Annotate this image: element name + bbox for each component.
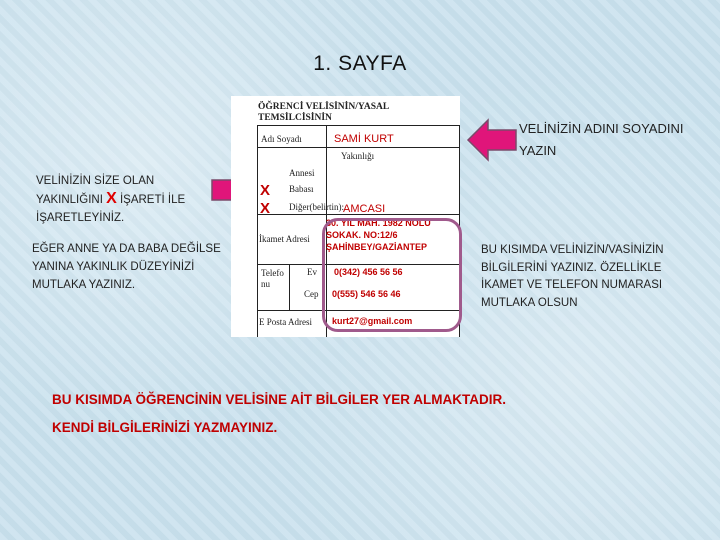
father-x-mark: X (260, 182, 271, 199)
note-guardian-info: BU KISIMDA VELİNİZİN/VASİNİZİN BİLGİLERİNİ YAZINIZ. ÖZELLİKLE İKAMET VE TELEFON NUMARASI MUTLAKA OLSUN (481, 244, 664, 309)
label-mother: Annesi (289, 168, 315, 178)
label-other: Diğer(belirtin): (289, 202, 344, 212)
value-relation: AMCASI (343, 203, 386, 215)
value-email: kurt27@gmail.com (332, 316, 413, 326)
other-x-mark: X (260, 200, 271, 217)
label-name: Adı Soyadı (261, 134, 302, 144)
slide-title: 1. SAYFA (313, 52, 407, 75)
value-phone-home: 0(342) 456 56 56 (334, 267, 403, 277)
note-x-mark: X (106, 190, 117, 207)
note-other-relation: EĞER ANNE YA DA BABA DEĞİLSE YANINA YAKINLIK DÜZEYİNİZİ MUTLAKA YAZINIZ. (32, 243, 221, 291)
form-title: ÖĞRENCİ VELİSİNİN/YASAL TEMSİLCİSİNİN (258, 102, 390, 123)
note-relation-text-b: İŞARETİ İLE İŞARETLEYİNİZ. (36, 194, 186, 224)
arrow-left-icon (466, 118, 518, 162)
label-email: E Posta Adresi (259, 317, 312, 327)
label-address: İkamet Adresi (259, 234, 310, 244)
label-home: Ev (307, 267, 317, 277)
bottom-warning-line1: BU KISIMDA ÖĞRENCİNİN VELİSİNE AİT BİLGİLER YER ALMAKTADIR. (52, 392, 507, 407)
bottom-warning-line2: KENDİ BİLGİLERİNİZİ YAZMAYINIZ. (52, 420, 278, 435)
label-mobile: Cep (304, 289, 319, 299)
value-address: 30. YIL MAH. 1982 NOLU SOKAK. NO:12/6 ŞAHİNBEY/GAZİANTEP (326, 218, 431, 252)
label-father: Babası (289, 184, 314, 194)
bottom-warning (52, 386, 692, 442)
label-relation: Yakınlığı (341, 151, 375, 161)
highlight-circle (322, 218, 462, 332)
value-phone-mobile: 0(555) 546 56 46 (332, 289, 401, 299)
note-write-name: VELİNİZİN ADINI SOYADINI YAZIN (519, 121, 684, 158)
note-relation-text-a: VELİNİZİN SİZE OLAN YAKINLIĞINI (36, 175, 155, 206)
label-phone: Telefo nu (261, 268, 284, 289)
note-relation-mark (36, 172, 216, 227)
value-name: SAMİ KURT (334, 133, 394, 145)
